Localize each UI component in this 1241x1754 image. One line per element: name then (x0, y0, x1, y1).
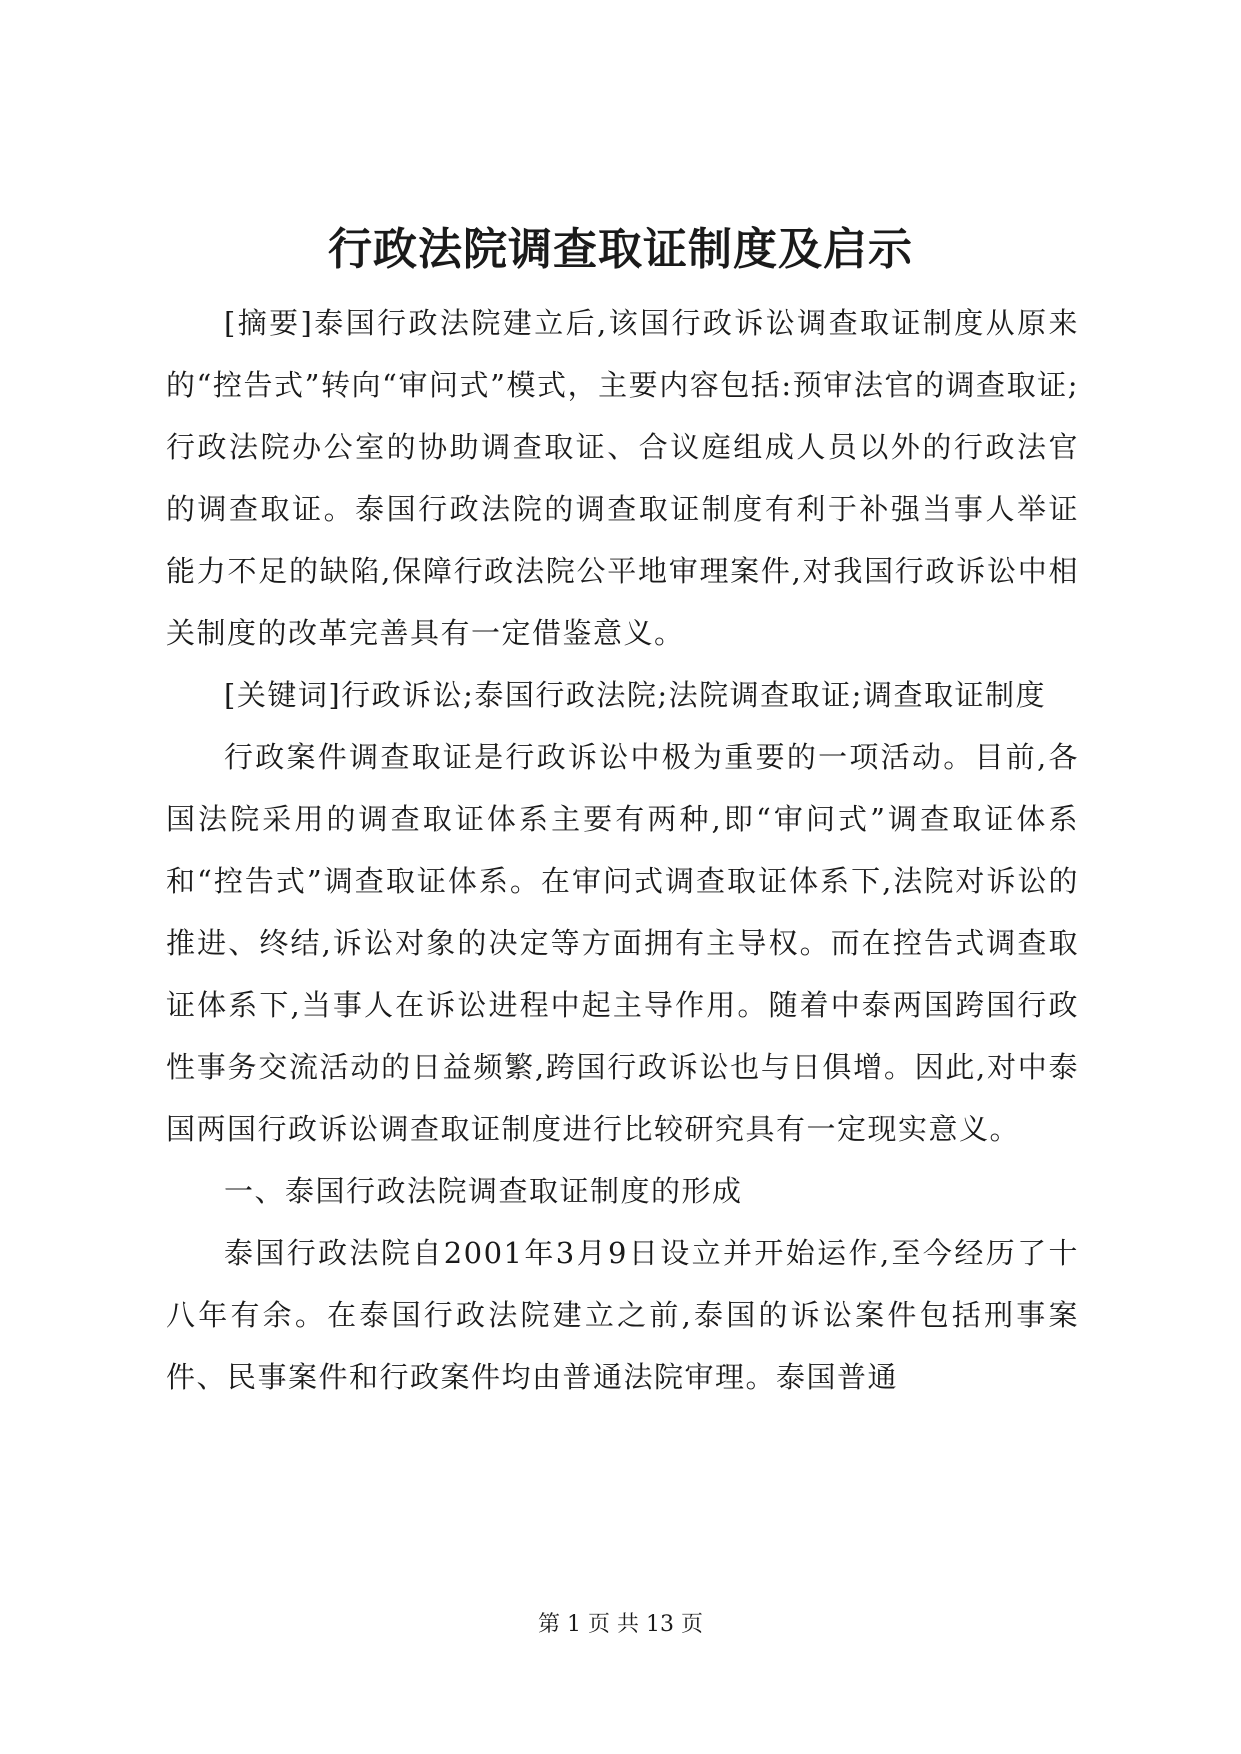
document-title: 行政法院调查取证制度及启示 (328, 224, 913, 275)
section-heading: 一、泰国行政法院调查取证制度的形成 (224, 1174, 743, 1208)
document-body (166, 292, 1079, 1408)
page-footer: 第 1 页 共 13 页 (538, 1612, 703, 1637)
intro-paragraph: 行政案件调查取证是行政诉讼中极为重要的一项活动。目前,各国法院采用的调查取证体系主要有两种,即“审问式”调查取证体系和“控告式”调查取证体系。在审问式调查取证体系下,法院对诉讼的推进、终结,诉讼对象的决定等方面拥有主导权。而在控告式调查取证体系下,当事人在诉讼进程中起主导作用。随着中泰两国跨国行政性事务交流活动的日益频繁,跨国行政诉讼也与日俱增。因此,对中泰国两国行政诉讼调查取证制度进行比较研究具有一定现实意义。 (166, 740, 1079, 1146)
section-paragraph: 泰国行政法院自2001年3月9日设立并开始运作,至今经历了十八年有余。在泰国行政法院建立之前,泰国的诉讼案件包括刑事案件、民事案件和行政案件均由普通法院审理。泰国普通 (166, 1236, 1079, 1394)
abstract-paragraph: [摘要]泰国行政法院建立后,该国行政诉讼调查取证制度从原来的“控告式”转向“审问式”模式，主要内容包括:预审法官的调查取证;行政法院办公室的协助调查取证、合议庭组成人员以外的行政法官的调查取证。泰国行政法院的调查取证制度有利于补强当事人举证能力不足的缺陷,保障行政法院公平地审理案件,对我国行政诉讼中相关制度的改革完善具有一定借鉴意义。 (166, 306, 1079, 650)
keywords-paragraph: [关键词]行政诉讼;泰国行政法院;法院调查取证;调查取证制度 (224, 678, 1046, 712)
